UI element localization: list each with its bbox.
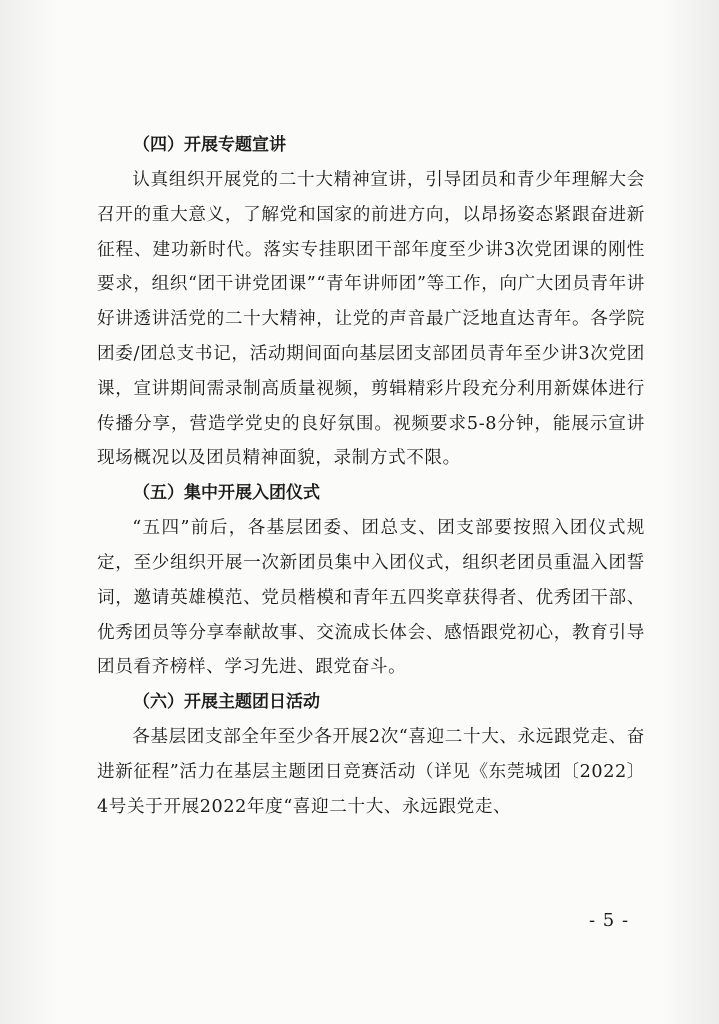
section-4-paragraph: 认真组织开展党的二十大精神宣讲，引导团员和青少年理解大会召开的重大意义，了解党和国家的前进方向，以昂扬姿态紧跟奋进新征程、建功新时代。落实专挂职团干部年度至少讲3次党团课的刚性要求，组织“团干讲党团课”“青年讲师团”等工作，向广大团员青年讲好讲透讲活党的二十大精神，让党的声音最广泛地直达青年。各学院团委/团总支书记，活动期间面向基层团支部团员青年至少讲3次党团课，宣讲期间需录制高质量视频，剪辑精彩片段充分利用新媒体进行传播分享，营造学党史的良好氛围。视频要求5-8分钟，能展示宣讲现场概况以及团员精神面貌，录制方式不限。 xyxy=(97,170,645,469)
section-heading-4: （四）开展专题宣讲 xyxy=(133,135,286,155)
page-number: - 5 - xyxy=(589,910,630,931)
section-6-paragraph: 各基层团支部全年至少各开展2次“喜迎二十大、永远跟党走、奋进新征程”活力在基层主题团日竞赛活动（详见《东莞城团〔2022〕4号关于开展2022年度“喜迎二十大、永远跟党走、 xyxy=(97,727,646,817)
section-5-paragraph: “五四”前后，各基层团委、团总支、团支部要按照入团仪式规定，至少组织开展一次新团员集中入团仪式，组织老团员重温入团誓词，邀请英雄模范、党员楷模和青年五四奖章获得者、优秀团干部、优秀团员等分享奉献故事、交流成长体会、感悟跟党初心，教育引导团员看齐榜样、学习先进、跟党奋斗。 xyxy=(97,518,645,678)
document-body xyxy=(97,128,645,825)
section-heading-6: （六）开展主题团日活动 xyxy=(133,692,320,713)
section-heading-5: （五）集中开展入团仪式 xyxy=(133,483,320,504)
